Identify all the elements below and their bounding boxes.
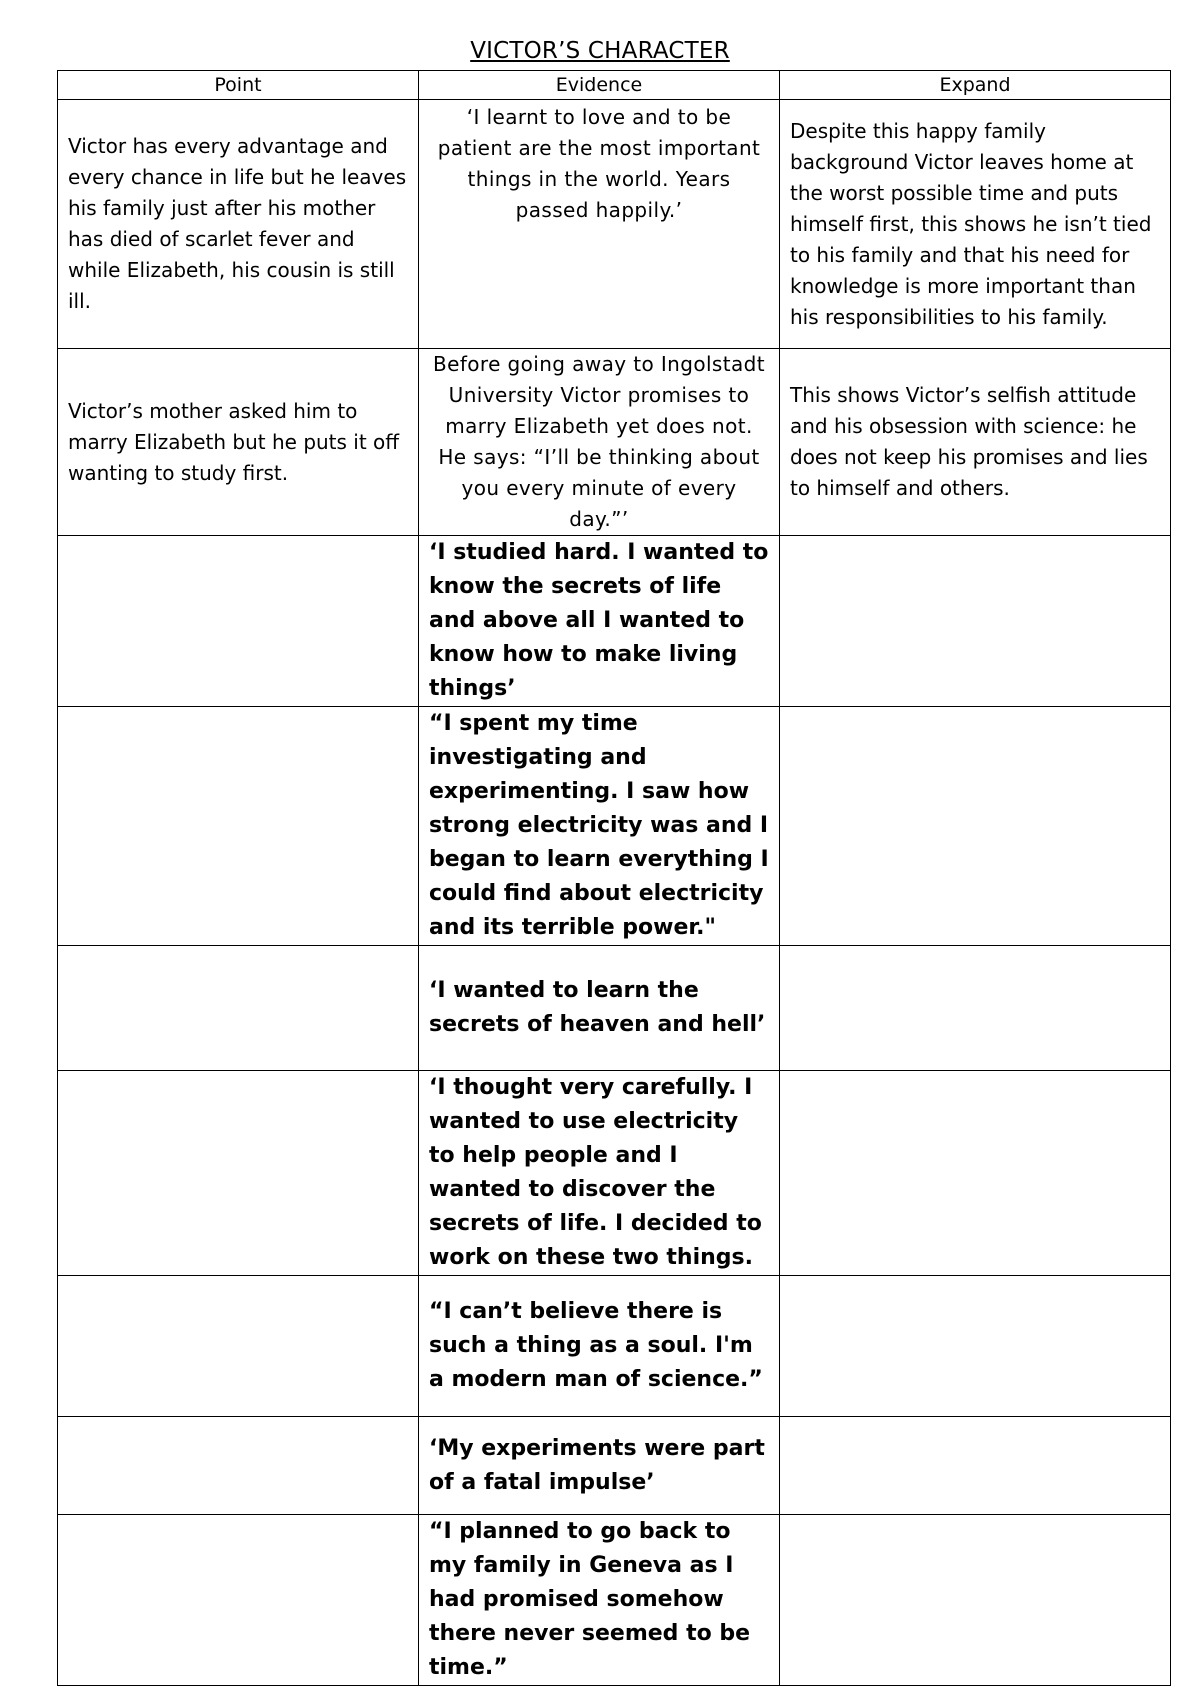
point-cell[interactable] — [58, 536, 419, 707]
header-expand: Expand — [780, 71, 1171, 100]
point-cell[interactable] — [58, 1276, 419, 1417]
character-table — [57, 70, 1171, 1686]
evidence-cell: Before going away to Ingolstadt University Victor promises to marry Elizabeth yet does not. He says: “I’ll be thinking about you every minute of every day.”’ — [419, 349, 780, 536]
table-row — [58, 707, 1171, 946]
evidence-cell: ‘My experiments were part of a fatal impulse’ — [419, 1417, 780, 1515]
point-cell[interactable] — [58, 707, 419, 946]
evidence-cell: “I spent my time investigating and experimenting. I saw how strong electricity was and I began to learn everything I could find about electricity and its terrible power." — [419, 707, 780, 946]
point-cell[interactable] — [58, 946, 419, 1071]
expand-cell[interactable] — [780, 707, 1171, 946]
table-row — [58, 536, 1171, 707]
expand-cell[interactable] — [780, 1417, 1171, 1515]
evidence-cell: ‘I thought very carefully. I wanted to use electricity to help people and I wanted to discover the secrets of life. I decided to work on these two things. — [419, 1071, 780, 1276]
evidence-cell: “I planned to go back to my family in Geneva as I had promised somehow there never seemed to be time.” — [419, 1515, 780, 1686]
expand-cell[interactable] — [780, 946, 1171, 1071]
evidence-cell: “I can’t believe there is such a thing as a soul. I'm a modern man of science.” — [419, 1276, 780, 1417]
evidence-cell: ‘I learnt to love and to be patient are the most important things in the world. Years passed happily.’ — [419, 100, 780, 349]
expand-cell[interactable] — [780, 1071, 1171, 1276]
expand-cell[interactable] — [780, 536, 1171, 707]
table-row — [58, 946, 1171, 1071]
table-row — [58, 1515, 1171, 1686]
point-cell[interactable]: Victor’s mother asked him to marry Elizabeth but he puts it off wanting to study first. — [58, 349, 419, 536]
evidence-cell: ‘I wanted to learn the secrets of heaven and hell’ — [419, 946, 780, 1071]
expand-cell[interactable] — [780, 1515, 1171, 1686]
header-row — [58, 71, 1171, 100]
expand-cell[interactable]: This shows Victor’s selfish attitude and his obsession with science: he does not keep his promises and lies to himself and others. — [780, 349, 1171, 536]
point-cell[interactable] — [58, 1071, 419, 1276]
evidence-cell: ‘I studied hard. I wanted to know the secrets of life and above all I wanted to know how to make living things’ — [419, 536, 780, 707]
point-cell[interactable]: Victor has every advantage and every chance in life but he leaves his family just after his mother has died of scarlet fever and while Elizabeth, his cousin is still ill. — [58, 100, 419, 349]
table-row — [58, 1071, 1171, 1276]
table-row — [58, 349, 1171, 536]
table-row — [58, 1417, 1171, 1515]
point-cell[interactable] — [58, 1417, 419, 1515]
header-evidence: Evidence — [419, 71, 780, 100]
table-row — [58, 1276, 1171, 1417]
header-point: Point — [58, 71, 419, 100]
page-title: VICTOR’S CHARACTER — [470, 38, 730, 64]
expand-cell[interactable]: Despite this happy family background Victor leaves home at the worst possible time and puts himself first, this shows he isn’t tied to his family and that his need for knowledge is more important than his responsibilities to his family. — [780, 100, 1171, 349]
point-cell[interactable] — [58, 1515, 419, 1686]
expand-cell[interactable] — [780, 1276, 1171, 1417]
table-row — [58, 100, 1171, 349]
